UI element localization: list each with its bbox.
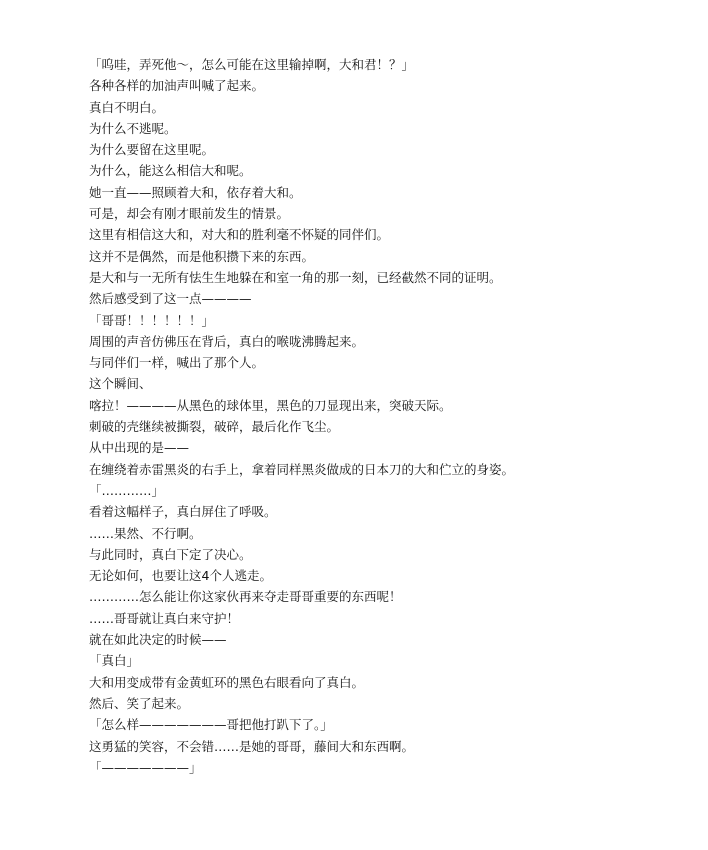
text-line: 周围的声音仿佛压在背后，真白的喉咙沸腾起来。 [89, 333, 365, 349]
text-line: ……果然、不行啊。 [89, 525, 202, 541]
text-line: 可是，却会有刚才眼前发生的情景。 [89, 206, 290, 222]
text-line: 这里有相信这大和，对大和的胜利毫不怀疑的同伴们。 [89, 227, 390, 243]
text-line: 喀拉！————从黑色的球体里，黑色的刀显现出来，突破天际。 [89, 397, 452, 413]
text-line: 与此同时，真白下定了决心。 [89, 546, 252, 562]
text-line: 是大和与一无所有怯生生地躲在和室一角的那一刻，已经截然不同的证明。 [89, 269, 502, 285]
text-line: 这个瞬间、 [89, 376, 152, 392]
text-line: 在缠绕着赤雷黑炎的右手上，拿着同样黑炎做成的日本刀的大和伫立的身姿。 [89, 461, 515, 477]
text-line: 这并不是偶然，而是他积攒下来的东西。 [89, 248, 315, 264]
text-line: 刺破的壳继续被撕裂，破碎，最后化作飞尘。 [89, 419, 340, 435]
text-line: 这勇猛的笑容，不会错……是她的哥哥，藤间大和东西啊。 [89, 738, 415, 754]
text-line: 「呜哇，弄死他～，怎么可能在这里输掉啊，大和君！？」 [89, 57, 415, 72]
text-line: 她一直——照顾着大和，依存着大和。 [89, 184, 302, 200]
text-line: 然后、笑了起来。 [89, 695, 190, 711]
text-line: 「怎么样———————哥把他打趴下了。」 [89, 717, 333, 733]
text-line: …………怎么能让你这家伙再来夺走哥哥重要的东西呢！ [89, 589, 402, 605]
text-line: 「…………」 [89, 482, 165, 498]
text-line: 从中出现的是—— [89, 440, 190, 456]
text-line: 「———————」 [89, 759, 202, 775]
text-line: 各种各样的加油声叫喊了起来。 [89, 78, 265, 94]
text-line: 为什么不逃呢。 [89, 120, 177, 136]
text-line: 无论如何，也要让这4个人逃走。 [89, 568, 272, 584]
text-line: 为什么，能这么相信大和呢。 [89, 163, 252, 179]
text-line: 「真白」 [89, 653, 140, 669]
text-line: ……哥哥就让真白来守护！ [89, 610, 240, 626]
text-line: 就在如此决定的时候—— [89, 632, 227, 648]
text-line: 大和用变成带有金黄虹环的黑色右眼看向了真白。 [89, 674, 365, 690]
text-line: 为什么要留在这里呢。 [89, 142, 215, 158]
text-line: 看着这幅样子，真白屏住了呼吸。 [89, 504, 277, 520]
text-line: 与同伴们一样，喊出了那个人。 [89, 355, 265, 371]
text-line: 真白不明白。 [89, 99, 165, 115]
text-line: 然后感受到了这一点———— [89, 291, 252, 307]
text-line: 「哥哥！！！！！！」 [89, 312, 215, 328]
story-text [89, 54, 689, 778]
